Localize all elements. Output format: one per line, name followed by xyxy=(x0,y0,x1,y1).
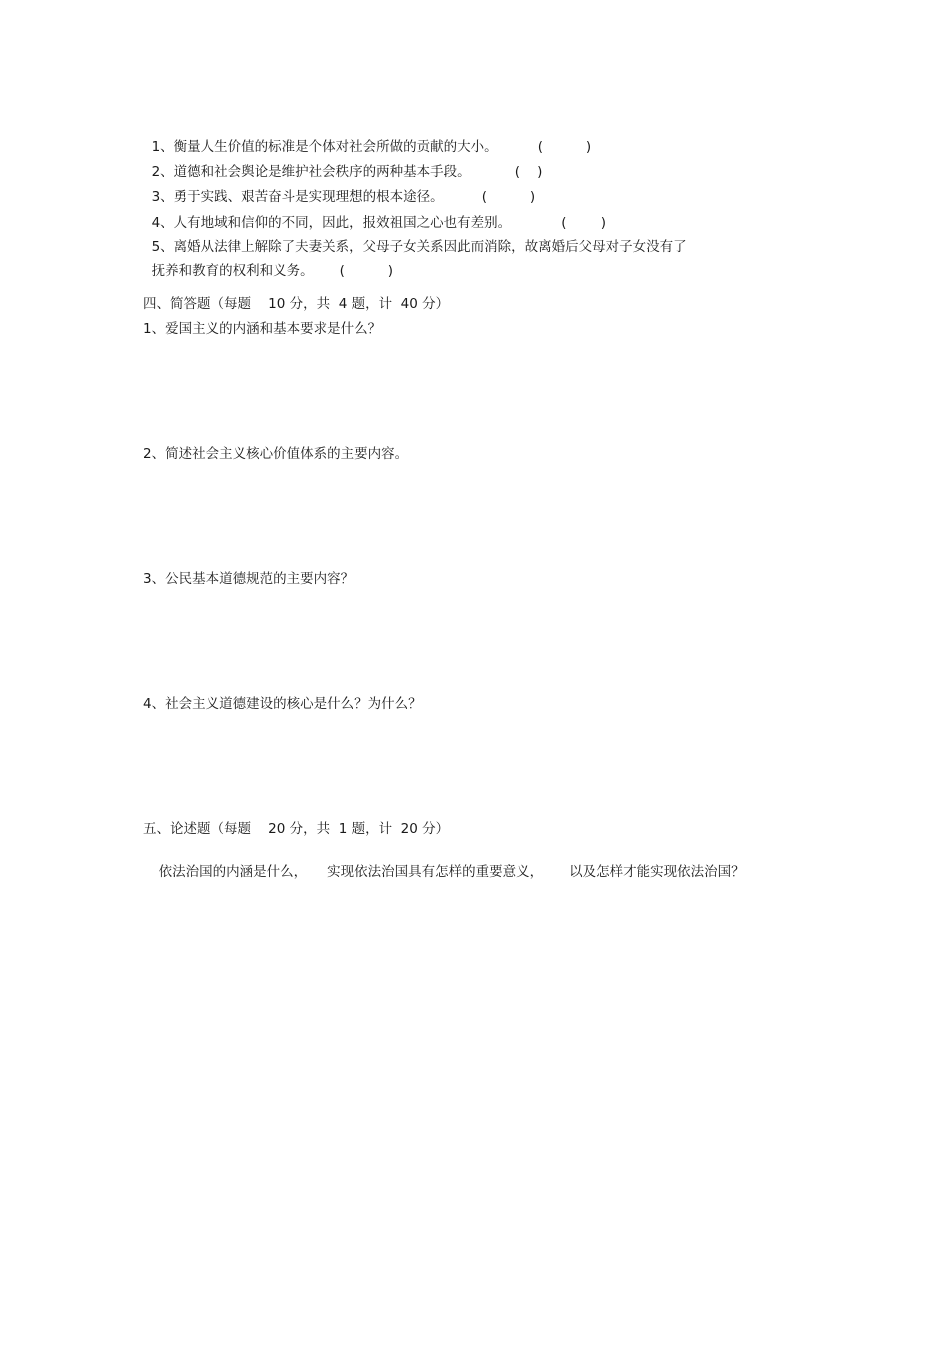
judgment-item-3-text: 3、勇于实践、艰苦奋斗是实现理想的根本途径。 xyxy=(151,189,444,205)
judgment-item-5-cont-text: 抚养和教育的权利和义务。 xyxy=(151,263,314,279)
section-four-heading: 四、简答题（每题 10 分，共 4 题，计 40 分） xyxy=(143,296,450,312)
judgment-item-1-blank: ( ) xyxy=(537,139,592,155)
judgment-item-5-text: 5、离婚从法律上解除了夫妻关系，父母子女关系因此而消除，故离婚后父母对子女没有了 xyxy=(151,239,687,255)
essay-question-part-3: 以及怎样才能实现依法治国？ xyxy=(569,864,745,880)
essay-question-part-2: 实现依法治国具有怎样的重要意义， xyxy=(327,864,544,880)
judgment-item-5-blank: ( ) xyxy=(339,263,394,279)
short-answer-question-1: 1、爱国主义的内涵和基本要求是什么？ xyxy=(143,321,382,337)
judgment-item-4-blank: ( ) xyxy=(561,215,607,231)
short-answer-question-2: 2、简述社会主义核心价值体系的主要内容。 xyxy=(143,446,409,462)
section-five-heading: 五、论述题（每题 20 分，共 1 题，计 20 分） xyxy=(143,821,450,837)
essay-question-part-1: 依法治国的内涵是什么， xyxy=(158,864,308,880)
essay-question xyxy=(150,845,745,881)
judgment-item-4-text: 4、人有地域和信仰的不同，因此，报效祖国之心也有差别。 xyxy=(151,215,512,231)
short-answer-question-4: 4、社会主义道德建设的核心是什么？为什么？ xyxy=(143,696,422,712)
short-answer-question-3: 3、公民基本道德规范的主要内容？ xyxy=(143,571,355,587)
judgment-item-2-text: 2、道德和社会舆论是维护社会秩序的两种基本手段。 xyxy=(151,164,471,180)
judgment-item-1-text: 1、衡量人生价值的标准是个体对社会所做的贡献的大小。 xyxy=(151,139,498,155)
judgment-item-3-blank: ( ) xyxy=(481,189,536,205)
judgment-item-5-continuation xyxy=(143,244,393,280)
judgment-item-2-blank: ( ) xyxy=(514,164,543,180)
